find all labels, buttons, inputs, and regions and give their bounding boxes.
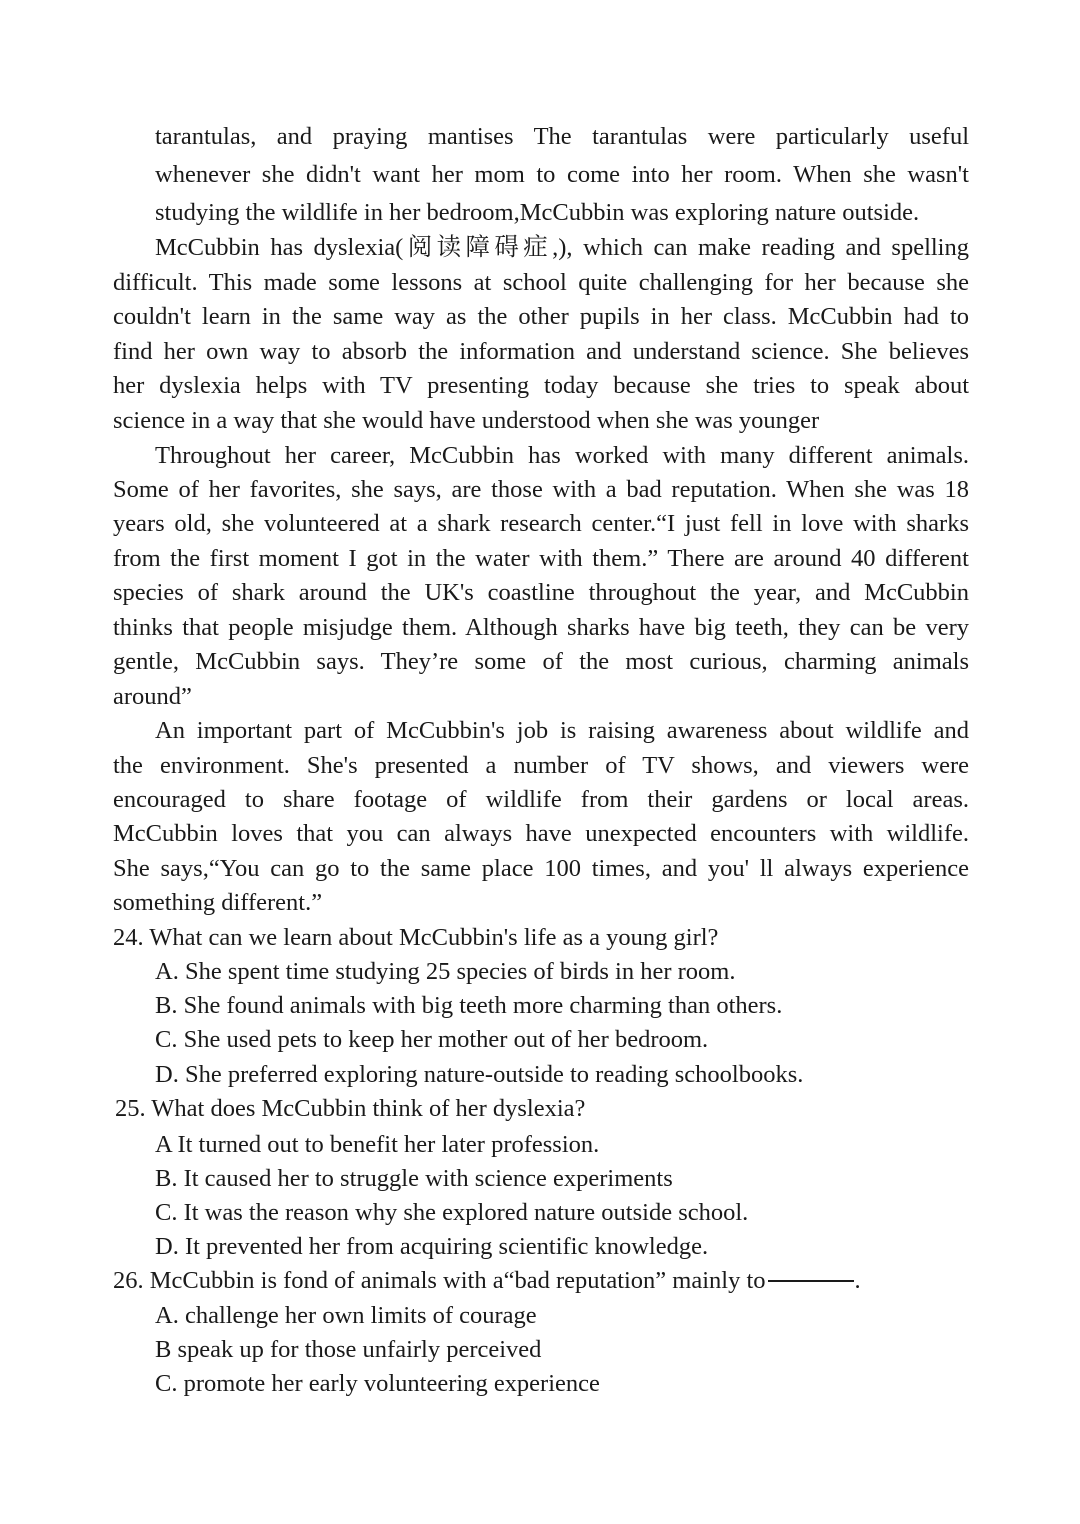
- question-25-option-b: B. It caused her to struggle with science experiments: [155, 1165, 673, 1192]
- passage-line: whenever she didn't want her mom to come into her room. When she wasn't: [155, 161, 969, 188]
- passage-line: find her own way to absorb the information and understand science. She believes: [113, 338, 969, 365]
- question-25-option-a: A It turned out to benefit her later profession.: [155, 1131, 600, 1158]
- question-26-stem-end: .: [854, 1267, 861, 1294]
- passage-line: years old, she volunteered at a shark research center.“I just fell in love with sharks: [113, 510, 969, 537]
- passage-line: studying the wildlife in her bedroom,McCubbin was exploring nature outside.: [155, 199, 920, 226]
- passage-line: species of shark around the UK's coastline throughout the year, and McCubbin: [113, 579, 969, 606]
- answer-blank: [768, 1279, 854, 1282]
- question-26-option-a: A. challenge her own limits of courage: [155, 1302, 537, 1329]
- passage-line: difficult. This made some lessons at school quite challenging for her because she: [113, 269, 969, 296]
- passage-line: couldn't learn in the same way as the other pupils in her class. McCubbin had to: [113, 303, 969, 330]
- passage-line: from the first moment I got in the water with them.” There are around 40 different: [113, 545, 969, 572]
- passage-line: McCubbin loves that you can always have unexpected encounters with wildlife.: [113, 820, 969, 847]
- passage-line: something different.”: [113, 889, 323, 916]
- question-24-option-d: D. She preferred exploring nature-outside to reading schoolbooks.: [155, 1061, 804, 1088]
- passage-line: Throughout her career, McCubbin has worked with many different animals.: [155, 442, 969, 469]
- question-24-stem: 24. What can we learn about McCubbin's life as a young girl?: [113, 924, 719, 951]
- question-26-stem-line: [113, 1266, 861, 1296]
- passage-line: tarantulas, and praying mantises The tarantulas were particularly useful: [155, 123, 969, 150]
- question-25-option-d: D. It prevented her from acquiring scientific knowledge.: [155, 1233, 709, 1260]
- passage-line: McCubbin has dyslexia(阅读障碍症,), which can make reading and spelling: [155, 234, 969, 261]
- passage-line: her dyslexia helps with TV presenting today because she tries to speak about: [113, 372, 969, 399]
- question-25-stem: 25. What does McCubbin think of her dyslexia?: [115, 1095, 586, 1122]
- question-24-option-c: C. She used pets to keep her mother out of her bedroom.: [155, 1026, 709, 1053]
- question-24-option-b: B. She found animals with big teeth more charming than others.: [155, 992, 783, 1019]
- passage-line: An important part of McCubbin's job is raising awareness about wildlife and: [155, 717, 969, 744]
- passage-line: science in a way that she would have understood when she was younger: [113, 407, 820, 434]
- question-26-option-c: C. promote her early volunteering experience: [155, 1370, 600, 1397]
- question-24-option-a: A. She spent time studying 25 species of birds in her room.: [155, 958, 736, 985]
- question-26-stem: 26. McCubbin is fond of animals with a“bad reputation” mainly to: [113, 1267, 766, 1294]
- passage-line: the environment. She's presented a number of TV shows, and viewers were: [113, 752, 969, 779]
- question-25-option-c: C. It was the reason why she explored nature outside school.: [155, 1199, 749, 1226]
- question-26-option-b: B speak up for those unfairly perceived: [155, 1336, 542, 1363]
- passage-line: She says,“You can go to the same place 100 times, and you' ll always experience: [113, 855, 969, 882]
- passage-line: gentle, McCubbin says. They’re some of the most curious, charming animals: [113, 648, 969, 675]
- passage-line: encouraged to share footage of wildlife from their gardens or local areas.: [113, 786, 969, 813]
- passage-line: Some of her favorites, she says, are those with a bad reputation. When she was 18: [113, 476, 969, 503]
- passage-line: thinks that people misjudge them. Although sharks have big teeth, they can be very: [113, 614, 969, 641]
- passage-line: around”: [113, 683, 192, 710]
